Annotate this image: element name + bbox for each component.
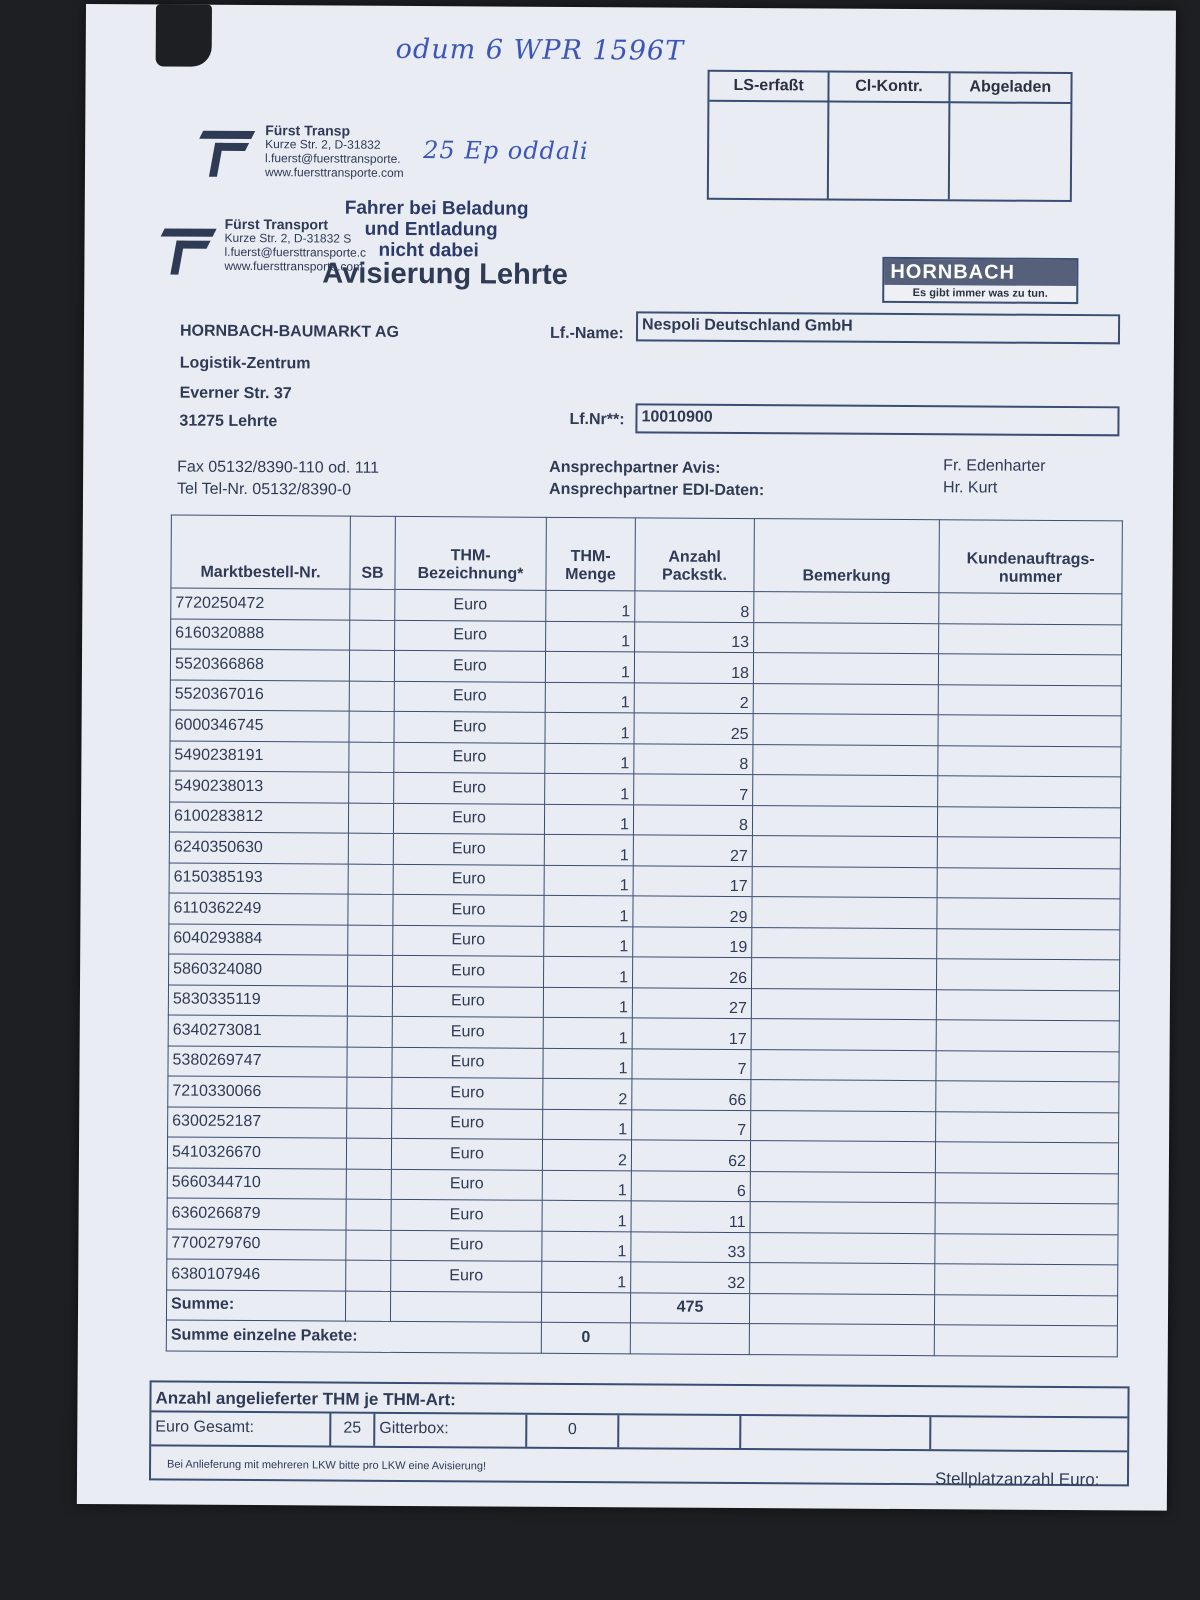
row-order-number: 5660344710 <box>167 1168 346 1200</box>
row-sb <box>346 1260 391 1291</box>
row-sb <box>348 833 393 864</box>
row-remark <box>752 958 937 990</box>
row-customer <box>936 1081 1119 1113</box>
row-packs: 8 <box>633 804 752 835</box>
row-thm-qty: 1 <box>544 804 633 835</box>
row-packs: 18 <box>634 652 753 683</box>
row-packs: 27 <box>633 835 752 866</box>
row-packs: 13 <box>635 621 754 652</box>
check-table <box>707 70 1073 202</box>
row-customer <box>938 654 1121 686</box>
row-customer <box>935 1233 1118 1265</box>
row-remark <box>751 988 936 1020</box>
row-order-number: 6150385193 <box>169 863 348 895</box>
row-remark <box>752 866 937 898</box>
thm-row <box>151 1412 1127 1452</box>
row-packs: 8 <box>635 591 754 622</box>
address-department: Logistik-Zentrum <box>179 354 311 373</box>
row-thm-qty: 1 <box>544 895 633 926</box>
row-sb <box>349 650 394 681</box>
row-thm-qty: 1 <box>544 926 633 957</box>
check-cell <box>709 102 830 199</box>
fax-number: Fax 05132/8390-110 od. 111 <box>177 458 380 477</box>
row-customer <box>939 623 1122 655</box>
row-remark <box>750 1141 935 1173</box>
row-sb <box>348 955 393 986</box>
row-order-number: 7720250472 <box>171 588 350 620</box>
row-packs: 32 <box>631 1262 750 1293</box>
row-sb <box>349 742 394 773</box>
tape-corner <box>156 4 212 66</box>
row-thm-name: Euro <box>394 772 545 803</box>
row-thm-qty: 1 <box>544 956 633 987</box>
row-remark <box>752 805 937 837</box>
row-thm-name: Euro <box>392 1016 543 1047</box>
row-thm-name: Euro <box>395 589 546 620</box>
row-thm-name: Euro <box>393 803 544 834</box>
row-sb <box>347 1016 392 1047</box>
row-packs: 19 <box>633 926 752 957</box>
row-thm-name: Euro <box>391 1260 542 1291</box>
thm-empty-cell <box>619 1415 741 1448</box>
address-city: 31275 Lehrte <box>179 412 278 431</box>
fuerst-address-2: Fürst Transport Kurze Str. 2, D-31832 S l.fuerst@fuersttransporte.c www.fuersttransporte.com <box>224 215 367 274</box>
sum-packs: 475 <box>630 1292 749 1323</box>
row-thm-name: Euro <box>393 955 544 986</box>
row-remark <box>752 836 937 868</box>
row-customer <box>939 593 1122 625</box>
row-packs: 7 <box>632 1048 751 1079</box>
row-packs: 62 <box>631 1140 750 1171</box>
row-thm-name: Euro <box>395 620 546 651</box>
row-thm-qty: 1 <box>543 1017 632 1048</box>
supplier-name-field: Nespoli Deutschland GmbH <box>636 311 1120 344</box>
row-customer <box>935 1142 1118 1174</box>
row-sb <box>347 1047 392 1078</box>
footer-note: Bei Anlieferung mit mehreren LKW bitte pro LKW eine Avisierung! <box>167 1458 487 1473</box>
thm-title: Anzahl angelieferter THM je THM-Art: <box>151 1382 1127 1418</box>
row-thm-name: Euro <box>391 1138 542 1169</box>
row-sb <box>350 620 395 651</box>
row-sb <box>347 1077 392 1108</box>
row-sb <box>350 589 395 620</box>
row-customer <box>937 928 1120 960</box>
row-remark <box>753 714 938 746</box>
driver-stamp: Fahrer bei Beladung und Entladung nicht dabei <box>344 197 529 262</box>
row-sb <box>349 681 394 712</box>
row-remark <box>753 775 938 807</box>
row-remark <box>753 683 938 715</box>
row-thm-qty: 1 <box>542 1261 631 1292</box>
header-thm-qty: THM-Menge <box>546 517 635 591</box>
check-header-ls: LS-erfaßt <box>709 72 830 103</box>
row-thm-qty: 1 <box>543 987 632 1018</box>
check-header-cl: Cl-Kontr. <box>830 73 951 104</box>
row-remark <box>750 1232 935 1264</box>
row-remark <box>754 622 939 654</box>
row-customer <box>936 989 1119 1021</box>
hornbach-logo: HORNBACH Es gibt immer was zu tun. <box>882 257 1078 304</box>
row-order-number: 6100283812 <box>169 802 348 834</box>
row-remark <box>750 1263 935 1295</box>
euro-total-value: 25 <box>331 1414 375 1446</box>
stellplatz-label: Stellplatzanzahl Euro: <box>934 1469 1100 1490</box>
contact-avis-value: Fr. Edenharter <box>943 457 1046 475</box>
page-title: Avisierung Lehrte <box>322 257 568 291</box>
row-thm-name: Euro <box>392 1047 543 1078</box>
row-order-number: 6360266879 <box>167 1198 346 1230</box>
sum-single-row <box>166 1320 1117 1356</box>
row-customer <box>935 1203 1118 1235</box>
row-customer <box>937 898 1120 930</box>
row-remark <box>750 1202 935 1234</box>
row-thm-qty: 2 <box>543 1078 632 1109</box>
row-thm-name: Euro <box>392 986 543 1017</box>
row-thm-name: Euro <box>392 1077 543 1108</box>
row-customer <box>937 867 1120 899</box>
row-order-number: 6380107946 <box>167 1259 346 1291</box>
row-thm-name: Euro <box>394 681 545 712</box>
row-order-number: 7700279760 <box>167 1229 346 1261</box>
row-remark <box>750 1171 935 1203</box>
contact-edi-label: Ansprechpartner EDI-Daten: <box>548 480 765 500</box>
row-packs: 26 <box>633 957 752 988</box>
row-thm-name: Euro <box>393 864 544 895</box>
row-thm-name: Euro <box>394 650 545 681</box>
row-sb <box>348 864 393 895</box>
row-remark <box>751 1080 936 1112</box>
row-packs: 11 <box>631 1201 750 1232</box>
row-order-number: 5830335119 <box>168 985 347 1017</box>
row-customer <box>938 684 1121 716</box>
row-customer <box>935 1172 1118 1204</box>
row-packs: 7 <box>632 1109 751 1140</box>
row-sb <box>347 986 392 1017</box>
thm-empty-cell <box>741 1416 931 1449</box>
row-customer <box>938 745 1121 777</box>
header-customer: Kundenauftrags-nummer <box>939 520 1122 594</box>
row-thm-name: Euro <box>391 1230 542 1261</box>
row-order-number: 6160320888 <box>171 619 350 651</box>
row-packs: 7 <box>634 774 753 805</box>
row-order-number: 5520367016 <box>170 680 349 712</box>
row-order-number: 5520366868 <box>170 649 349 681</box>
row-sb <box>346 1169 391 1200</box>
sum-single-value: 0 <box>541 1322 630 1353</box>
header-thm-name: THM-Bezeichnung* <box>395 516 546 590</box>
row-thm-name: Euro <box>393 925 544 956</box>
gitterbox-label: Gitterbox: <box>375 1414 527 1447</box>
row-packs: 25 <box>634 713 753 744</box>
row-customer <box>935 1264 1118 1296</box>
row-sb <box>348 803 393 834</box>
row-packs: 33 <box>631 1231 750 1262</box>
row-packs: 27 <box>632 987 751 1018</box>
row-customer <box>936 959 1119 991</box>
row-sb <box>346 1138 391 1169</box>
row-packs: 6 <box>631 1170 750 1201</box>
row-thm-qty: 1 <box>546 621 635 652</box>
row-order-number: 5410326670 <box>167 1137 346 1169</box>
row-sb <box>346 1199 391 1230</box>
row-sb <box>348 894 393 925</box>
row-packs: 29 <box>633 896 752 927</box>
fuerst-logo-icon <box>158 226 220 276</box>
row-thm-qty: 1 <box>545 743 634 774</box>
row-thm-qty: 1 <box>545 773 634 804</box>
row-packs: 66 <box>632 1079 751 1110</box>
row-packs: 17 <box>633 865 752 896</box>
row-remark <box>753 744 938 776</box>
row-thm-name: Euro <box>392 1108 543 1139</box>
sum-single-label: Summe einzelne Pakete: <box>166 1320 541 1353</box>
header-packs: Anzahl Packstk. <box>635 518 754 592</box>
row-customer <box>937 837 1120 869</box>
row-thm-qty: 1 <box>543 1048 632 1079</box>
contact-avis-label: Ansprechpartner Avis: <box>549 458 721 477</box>
row-order-number: 5490238013 <box>170 771 349 803</box>
check-cell <box>829 103 950 200</box>
row-customer <box>936 1050 1119 1082</box>
row-customer <box>938 715 1121 747</box>
row-thm-qty: 1 <box>544 865 633 896</box>
row-sb <box>349 711 394 742</box>
delivery-advice-form <box>77 4 1176 1511</box>
row-order-number: 6300252187 <box>168 1107 347 1139</box>
row-remark <box>751 1019 936 1051</box>
address-street: Everner Str. 37 <box>179 384 292 403</box>
row-remark <box>752 927 937 959</box>
row-sb <box>348 925 393 956</box>
row-thm-qty: 1 <box>545 712 634 743</box>
row-customer <box>938 776 1121 808</box>
row-packs: 8 <box>634 743 753 774</box>
row-remark <box>751 1049 936 1081</box>
row-order-number: 5380269747 <box>168 1046 347 1078</box>
row-thm-name: Euro <box>391 1199 542 1230</box>
row-customer <box>936 1111 1119 1143</box>
supplier-name-label: Lf.-Name: <box>549 324 624 343</box>
row-thm-name: Euro <box>393 833 544 864</box>
fuerst-logo-icon <box>197 129 259 179</box>
header-sb: SB <box>350 516 395 589</box>
header-remark: Bemerkung <box>754 519 939 593</box>
row-packs: 17 <box>632 1018 751 1049</box>
header-order: Marktbestell-Nr. <box>171 515 350 589</box>
row-remark <box>753 653 938 685</box>
row-sb <box>346 1230 391 1261</box>
row-customer <box>937 806 1120 838</box>
row-thm-qty: 1 <box>544 834 633 865</box>
row-packs: 2 <box>634 682 753 713</box>
handwritten-vehicle-note: odum 6 WPR 1596T <box>395 33 685 67</box>
row-order-number: 7210330066 <box>168 1076 347 1108</box>
row-order-number: 6110362249 <box>169 893 348 925</box>
order-table <box>166 515 1123 1357</box>
row-thm-name: Euro <box>393 894 544 925</box>
row-thm-qty: 1 <box>545 682 634 713</box>
row-thm-qty: 1 <box>542 1170 631 1201</box>
row-thm-name: Euro <box>391 1169 542 1200</box>
supplier-number-field: 10010900 <box>635 403 1119 436</box>
row-remark <box>752 897 937 929</box>
row-remark <box>754 592 939 624</box>
contact-edi-value: Hr. Kurt <box>943 479 998 497</box>
row-order-number: 5490238191 <box>170 741 349 773</box>
fuerst-address-1: Fürst Transp Kurze Str. 2, D-31832 l.fuerst@fuersttransporte. www.fuersttransporte.com <box>264 122 404 180</box>
sum-label: Summe: <box>166 1290 345 1322</box>
row-order-number: 6240350630 <box>169 832 348 864</box>
row-order-number: 6000346745 <box>170 710 349 742</box>
handwritten-pallet-note: 25 Ep oddali <box>423 136 589 166</box>
address-company: HORNBACH-BAUMARKT AG <box>179 322 399 341</box>
row-sb <box>347 1108 392 1139</box>
check-cell <box>949 103 1070 200</box>
row-thm-qty: 1 <box>543 1109 632 1140</box>
row-thm-name: Euro <box>394 742 545 773</box>
row-order-number: 5860324080 <box>169 954 348 986</box>
row-remark <box>751 1110 936 1142</box>
gitterbox-value: 0 <box>527 1415 619 1448</box>
row-order-number: 6340273081 <box>168 1015 347 1047</box>
row-order-number: 6040293884 <box>169 924 348 956</box>
row-sb <box>349 772 394 803</box>
row-thm-qty: 1 <box>542 1200 631 1231</box>
row-thm-name: Euro <box>394 711 545 742</box>
row-thm-qty: 1 <box>546 590 635 621</box>
thm-empty-cell <box>931 1417 1127 1450</box>
check-header-abgeladen: Abgeladen <box>950 73 1071 104</box>
row-customer <box>936 1020 1119 1052</box>
row-thm-qty: 2 <box>542 1139 631 1170</box>
supplier-number-label: Lf.Nr**: <box>569 410 625 429</box>
phone-number: Tel Tel-Nr. 05132/8390-0 <box>176 480 352 499</box>
row-thm-qty: 1 <box>545 651 634 682</box>
euro-total-label: Euro Gesamt: <box>151 1412 331 1445</box>
row-thm-qty: 1 <box>542 1231 631 1262</box>
